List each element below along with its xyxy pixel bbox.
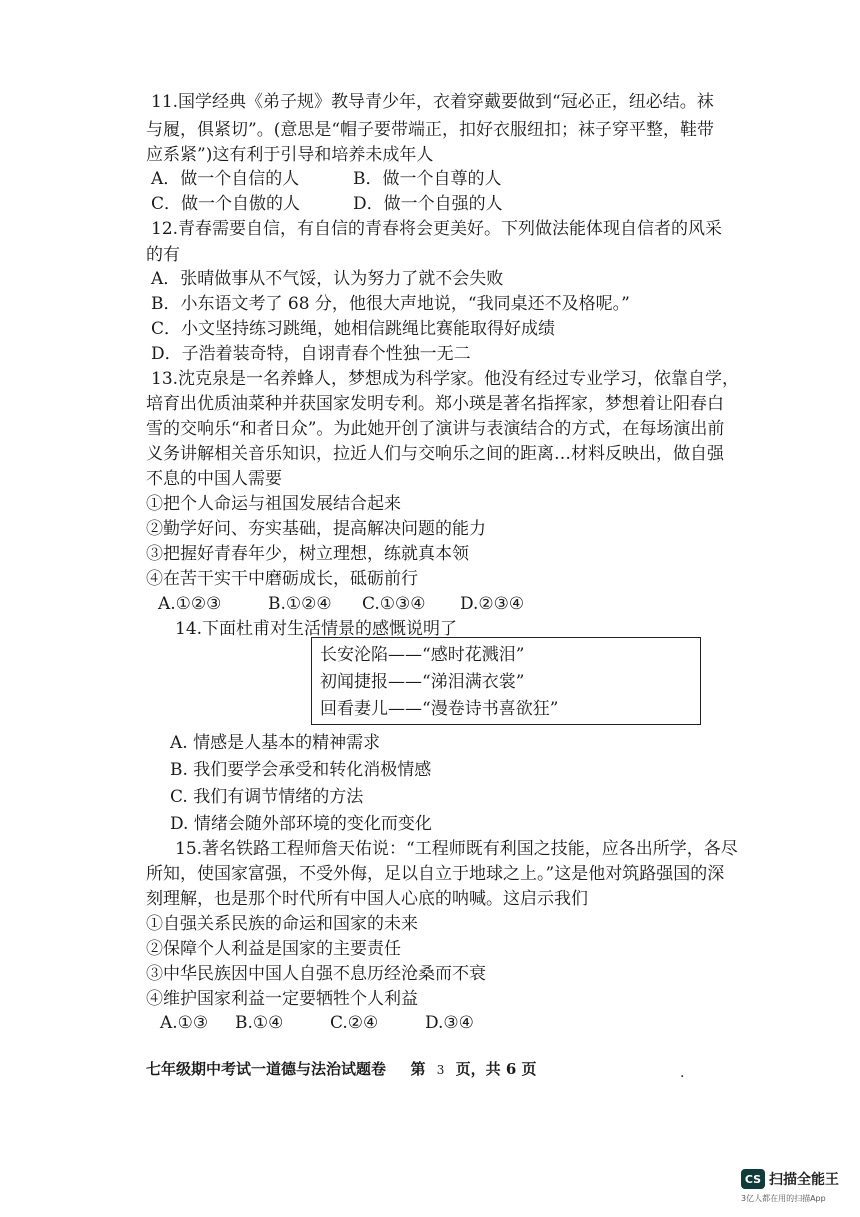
q11-option-a: A．做一个自信的人 (151, 169, 300, 189)
q15-stem-line-1: 15.著名铁路工程师詹天佑说：“工程师既有利国之技能，应各出所学，各尽 (175, 839, 738, 859)
q13-stem-line-3: 雪的交响乐“和者日众”。为此她开创了演讲与表演结合的方式，在每场演出前 (146, 419, 725, 439)
q13-stem-line-4: 义务讲解相关音乐知识，拉近人们与交响乐之间的距离…材料反映出，做自强 (146, 444, 724, 464)
q13-statement-3: ③把握好青春年少，树立理想，练就真本领 (146, 544, 469, 564)
q15-option-b: B.①④ (235, 1013, 284, 1033)
q14-option-c: C. 我们有调节情绪的方法 (170, 787, 364, 807)
q15-statement-1: ①自强关系民族的命运和国家的未来 (146, 914, 418, 934)
q15-stem-line-2: 所知，使国家富强，不受外侮，足以自立于地球之上。”这是他对筑路强国的深 (146, 864, 725, 884)
footer-page-suffix: 页，共 6 页 (455, 1060, 537, 1078)
camscanner-logo-icon: CS (741, 1169, 765, 1189)
footer-title: 七年级期中考试一道德与法治试题卷 (146, 1060, 387, 1078)
q13-option-c: C.①③④ (362, 594, 426, 614)
page-footer (146, 1058, 537, 1079)
q13-stem-line-5: 不息的中国人需要 (146, 469, 282, 489)
q13-statement-4: ④在苦干实干中磨砺成长，砥砺前行 (146, 569, 418, 589)
scanner-watermark (741, 1169, 839, 1189)
q15-statement-2: ②保障个人利益是国家的主要责任 (146, 939, 401, 959)
q14-poem-line-3: 回看妻儿——“漫卷诗书喜欲狂” (320, 699, 559, 719)
q12-stem-line-2: 的有 (146, 245, 180, 265)
q11-stem-line-1: 11.国学经典《弟子规》教导青少年，衣着穿戴要做到“冠必正，纽必结。袜 (151, 92, 714, 112)
q11-stem-line-3: 应系紧”)这有利于引导和培养未成年人 (146, 145, 434, 165)
footer-dot: . (680, 1065, 685, 1081)
q14-poem-line-2: 初闻捷报——“涕泪满衣裳” (320, 672, 525, 692)
q12-stem-line-1: 12.青春需要自信，有自信的青春将会更美好。下列做法能体现自信者的风采 (151, 219, 723, 239)
q12-option-c: C．小文坚持练习跳绳，她相信跳绳比赛能取得好成绩 (151, 319, 556, 339)
q13-option-b: B.①②④ (268, 594, 332, 614)
q11-option-b: B．做一个自尊的人 (353, 169, 502, 189)
q13-statement-1: ①把个人命运与祖国发展结合起来 (146, 494, 401, 514)
q13-statement-2: ②勤学好问、夯实基础，提高解决问题的能力 (146, 519, 486, 539)
q12-option-a: A．张晴做事从不气馁，认为努力了就不会失败 (151, 269, 504, 289)
q15-statement-3: ③中华民族因中国人自强不息历经沧桑而不衰 (146, 964, 486, 984)
q14-option-d: D. 情绪会随外部环境的变化而变化 (170, 814, 432, 834)
footer-page-number: 3 (436, 1063, 445, 1077)
q15-option-d: D.③④ (425, 1013, 474, 1033)
q12-option-d: D．子浩着装奇特，自诩青春个性独一无二 (151, 344, 471, 364)
scanner-tagline: 3亿人都在用的扫描App (741, 1194, 826, 1203)
q13-option-d: D.②③④ (460, 594, 525, 614)
q11-option-c: C．做一个自傲的人 (151, 194, 301, 214)
q14-stem-line-1: 14.下面杜甫对生活情景的感慨说明了 (175, 619, 458, 639)
q11-option-d: D．做一个自强的人 (353, 194, 503, 214)
q15-statement-4: ④维护国家利益一定要牺牲个人利益 (146, 989, 418, 1009)
scanner-app-name: 扫描全能王 (769, 1172, 839, 1188)
q14-poem-line-1: 长安沦陷——“感时花溅泪” (320, 645, 525, 665)
footer-page-prefix: 第 (410, 1060, 426, 1078)
q12-option-b: B．小东语文考了 68 分，他很大声地说，“我同桌还不及格呢。” (151, 294, 630, 314)
q14-option-b: B. 我们要学会承受和转化消极情感 (170, 760, 432, 780)
q14-poem-box (311, 637, 701, 725)
q15-stem-line-3: 刻理解，也是那个时代所有中国人心底的呐喊。这启示我们 (146, 889, 588, 909)
q13-option-a: A.①②③ (158, 594, 222, 614)
q11-stem-line-2: 与履，俱紧切”。(意思是“帽子要带端正，扣好衣服纽扣；袜子穿平整，鞋带 (146, 120, 715, 140)
q13-stem-line-2: 培育出优质油菜种并获国家发明专利。郑小瑛是著名指挥家，梦想着让阳春白 (146, 394, 724, 414)
q15-option-a: A.①③ (160, 1013, 209, 1033)
q13-stem-line-1: 13.沈克泉是一名养蜂人，梦想成为科学家。他没有经过专业学习，依靠自学， (151, 369, 740, 389)
q14-option-a: A. 情感是人基本的精神需求 (170, 733, 381, 753)
q15-option-c: C.②④ (330, 1013, 379, 1033)
